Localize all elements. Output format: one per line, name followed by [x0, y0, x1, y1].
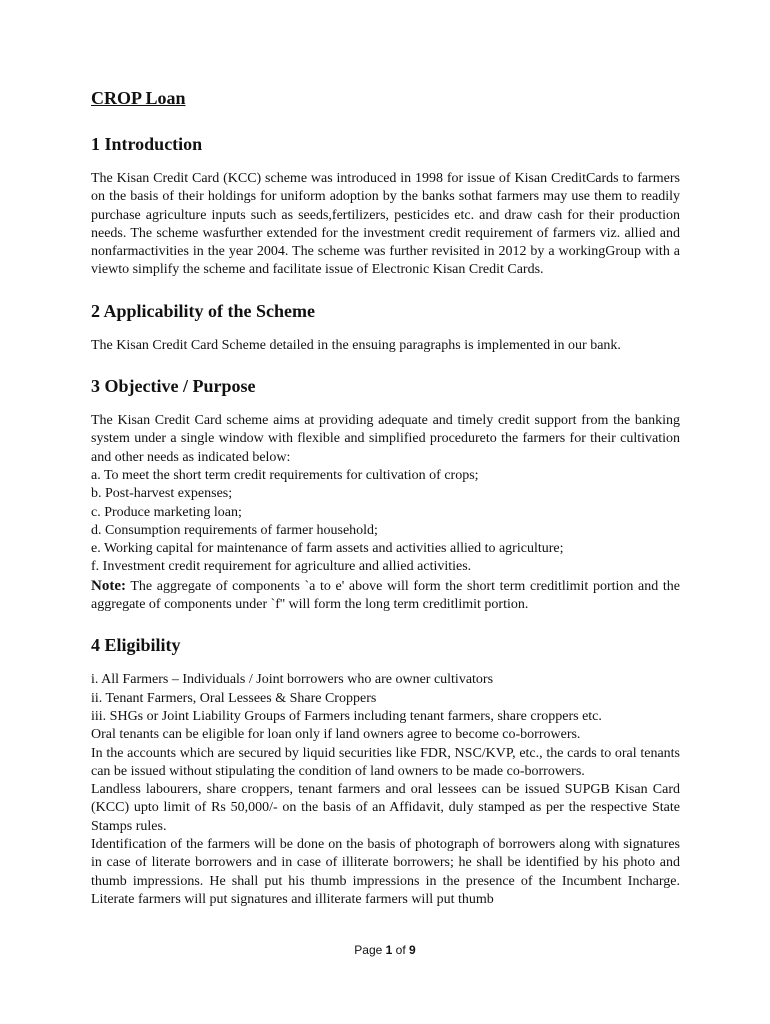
- objective-item: a. To meet the short term credit requirements for cultivation of crops;: [91, 467, 479, 483]
- eligibility-item: iii. SHGs or Joint Liability Groups of Farmers including tenant farmers, share croppers etc.: [91, 708, 602, 724]
- page-word: Page: [354, 943, 383, 957]
- section-heading-introduction: 1 Introduction: [91, 134, 203, 154]
- objective-item: b. Post-harvest expenses;: [91, 486, 233, 502]
- document-title: CROP Loan: [91, 88, 186, 108]
- of-word: of: [395, 943, 406, 957]
- introduction-paragraph: The Kisan Credit Card (KCC) scheme was introduced in 1998 for issue of Kisan CreditCards to farmers on the basis of their holdings for uniform adoption by the banks sothat farmers may use them to readily purchase agriculture inputs such as seeds,fertilizers, pesticides etc. and draw cash for their production needs. The scheme wasfurther extended for the investment credit requirement of farmers viz. allied and nonfarmactivities in the year 2004. The scheme was further revisited in 2012 by a workingGroup with a viewto simplify the scheme and facilitate issue of Electronic Kisan Credit Cards.: [91, 171, 680, 278]
- eligibility-paragraph: Oral tenants can be eligible for loan only if land owners agree to become co-borrowers.: [91, 727, 581, 743]
- objective-item: d. Consumption requirements of farmer household;: [91, 522, 378, 538]
- objective-paragraph: The Kisan Credit Card scheme aims at providing adequate and timely credit support from the banking system under a single window with flexible and simplified procedureto the farmers for their cultivation and other needs as indicated below:: [91, 413, 680, 465]
- eligibility-paragraph: In the accounts which are secured by liquid securities like FDR, NSC/KVP, etc., the cards to oral tenants can be issued without stipulating the condition of land owners to be made co-borrowers.: [91, 745, 680, 779]
- section-heading-applicability: 2 Applicability of the Scheme: [91, 300, 315, 321]
- note-text: The aggregate of components `a to e' above will form the short term creditlimit portion and the aggregate of components under `f'' will form the long term creditlimit portion.: [91, 578, 680, 613]
- objective-note: [91, 577, 680, 615]
- page-footer: [0, 943, 770, 957]
- eligibility-item: ii. Tenant Farmers, Oral Lessees & Share Croppers: [91, 690, 377, 706]
- section-heading-eligibility: 4 Eligibility: [91, 635, 181, 656]
- document-page: [91, 86, 680, 909]
- applicability-paragraph: The Kisan Credit Card Scheme detailed in the ensuing paragraphs is implemented in our bank.: [91, 337, 621, 353]
- objective-item: e. Working capital for maintenance of farm assets and activities allied to agriculture;: [91, 541, 564, 557]
- objective-item: f. Investment credit requirement for agriculture and allied activities.: [91, 559, 472, 575]
- eligibility-paragraph: Identification of the farmers will be done on the basis of photograph of borrowers along with signatures in case of literate borrowers and in case of illiterate borrowers; he shall be identified by his photo and thumb impressions. He shall put his thumb impressions in the presence of the Incumbent Incharge. Literate farmers will put signatures and illiterate farmers will put thumb: [91, 837, 680, 907]
- eligibility-item: i. All Farmers – Individuals / Joint borrowers who are owner cultivators: [91, 672, 494, 688]
- section-heading-objective: 3 Objective / Purpose: [91, 376, 256, 397]
- total-pages: 9: [409, 943, 416, 957]
- page-number: 1: [385, 943, 393, 957]
- objective-item: c. Produce marketing loan;: [91, 504, 242, 520]
- note-label: Note:: [91, 577, 126, 594]
- eligibility-paragraph: Landless labourers, share croppers, tenant farmers and oral lessees can be issued SUPGB Kisan Card (KCC) upto limit of Rs 50,000/- on the basis of an Affidavit, duly stamped as per the respective State Stamps rules.: [91, 782, 680, 834]
